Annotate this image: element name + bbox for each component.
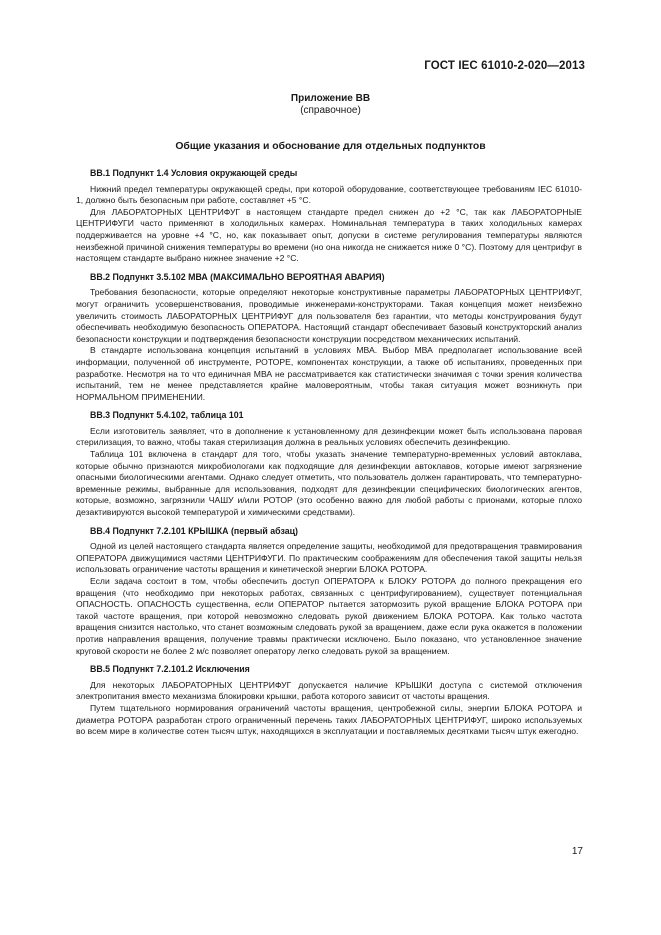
paragraph: Если задача состоит в том, чтобы обеспечить доступ ОПЕРАТОРА к БЛОКУ РОТОРА до полного прекращения его вращения (что необходимо при некоторых работах, связанных с центрифугированием), существует потенциальная ОПАСНОСТЬ. ОПАСНОСТЬ существенна, если ОПЕРАТОР пытается затормозить рукой вращение БЛОКА РОТОРА при такой частоте вращения, при которой невозможно следовать рукой движением БЛОКА РОТОРА. Как только частота вращения снизится настолько, что станет возможным следовать рукой за вращением, даже если рука окажется в положении против направления вращения, получение травмы практически исключено. Было показано, что установленное значение круговой скорости не более 2 м/с позволяет оператору легко следовать рукой за вращением. [76, 576, 582, 656]
paragraph: Для ЛАБОРАТОРНЫХ ЦЕНТРИФУГ в настоящем стандарте предел снижен до +2 °С, так как ЛАБОРАТОРНЫЕ ЦЕНТРИФУГИ часто применяют в холодильных камерах. Номинальная температура в таких холодильных камерах поддерживается на уровне +4 °С, но, как показывает опыт, допуски в системе регулирования температуры являются неизбежной причиной снижения температуры во времени (но она никогда не снижается ниже 0 °С). Поэтому для центрифуг в настоящем стандарте выбрано нижнее значение +2 °С. [76, 206, 582, 264]
section-bb5 [76, 664, 582, 738]
section-bb1 [76, 168, 582, 265]
paragraph: В стандарте использована концепция испытаний в условиях МВА. Выбор МВА предполагает использование всей информации, полученной об инструменте, РОТОРЕ, компонентах конструкции, а также об испытаниях, проведенных при разработке. Несмотря на то что единичная МВА не рассматривается как статистически значимая с точки зрения количества испытаний, тем не менее представляется крайне маловероятным, чтобы такая ситуация может возникнуть при НОРМАЛЬНОМ ПРИМЕНЕНИИ. [76, 345, 582, 402]
paragraph: Требования безопасности, которые определяют некоторые конструктивные параметры ЛАБОРАТОРНЫХ ЦЕНТРИФУГ, могут ограничить усовершенствования, проводимые инженерами-конструкторами. Такая концепция может неизбежно увеличить стоимость ЛАБОРАТОРНЫХ ЦЕНТРИФУГ для пользователя без гарантии, что методы конструирования будут обеспечивать необходимую безопасность ОПЕРАТОРА. Настоящий стандарт обеспечивает базовый конструкторский анализ безопасности конструкции и подтверждения безопасности конструкции посредством механических испытаний. [76, 287, 582, 344]
paragraph: Нижний предел температуры окружающей среды, при которой оборудование, соответствующее требованиям IEC 61010-1, должно быть безопасным при работе, составляет +5 °С. [76, 183, 582, 206]
section-bb4 [76, 526, 582, 658]
section-heading: ВВ.3 Подпункт 5.4.102, таблица 101 [90, 410, 244, 421]
section-bb2 [76, 272, 582, 404]
paragraph: Если изготовитель заявляет, что в дополнение к установленному для дезинфекции может быть использована паровая стерилизация, то важно, чтобы такая стерилизация должна в реальных условиях обеспечить дезинфекцию. [76, 425, 582, 448]
section-bb3 [76, 410, 582, 518]
annex-subtitle: (справочное) [300, 105, 361, 116]
paragraph: Одной из целей настоящего стандарта является определение защиты, необходимой для предотвращения травмирования ОПЕРАТОРА движущимися частями ЦЕНТРИФУГИ. По практическим соображениям для обеспечения такой защиты нельзя использовать ограничение частоты вращения и кинетической энергии БЛОКА РОТОРА. [76, 541, 582, 575]
main-title: Общие указания и обоснование для отдельных подпунктов [175, 141, 486, 152]
paragraph: Для некоторых ЛАБОРАТОРНЫХ ЦЕНТРИФУГ допускается наличие КРЫШКИ доступа с системой отключения электропитания вместо механизма блокировки крышки, работа которого зависит от частоты вращения. [76, 679, 582, 702]
document-body [76, 168, 582, 745]
page-number: 17 [571, 846, 583, 857]
standard-id: ГОСТ IEC 61010-2-020—2013 [424, 60, 585, 72]
annex-title: Приложение ВВ [290, 93, 371, 104]
paragraph: Таблица 101 включена в стандарт для того, чтобы указать значение температурно-временных условий автоклава, которые обычно признаются микробиологами как подходящие для дезинфекции автоклавов, которые имеют загрязнение опасными биологическими агентами. Однако следует отметить, что пользователь должен гарантировать, что температурно-временные режимы, выбранные для использования, подходят для дезинфекции специфических биологических агентов, которые, возможно, загрязнили ЧАШУ и/или РОТОР (это особенно важно для любой работы с прионами, которые плохо дезактивируются высокой температурой и химическими средствами). [76, 449, 582, 518]
paragraph: Путем тщательного нормирования ограничений частоты вращения, центробежной силы, энергии БЛОКА РОТОРА и диаметра РОТОРА разработан строго ограниченный перечень таких ЛАБОРАТОРНЫХ ЦЕНТРИФУГ, широко используемых во всем мире в количестве сотен тысяч штук, находящихся в эксплуатации и поставляемых десятками тысяч штук ежегодно. [76, 702, 582, 737]
section-heading: ВВ.2 Подпункт 3.5.102 МВА (МАКСИМАЛЬНО ВЕРОЯТНАЯ АВАРИЯ) [90, 271, 385, 282]
section-heading: ВВ.1 Подпункт 1.4 Условия окружающей среды [90, 168, 298, 178]
section-heading: ВВ.5 Подпункт 7.2.101.2 Исключения [90, 664, 250, 675]
section-heading: ВВ.4 Подпункт 7.2.101 КРЫШКА (первый абзац) [90, 525, 298, 536]
